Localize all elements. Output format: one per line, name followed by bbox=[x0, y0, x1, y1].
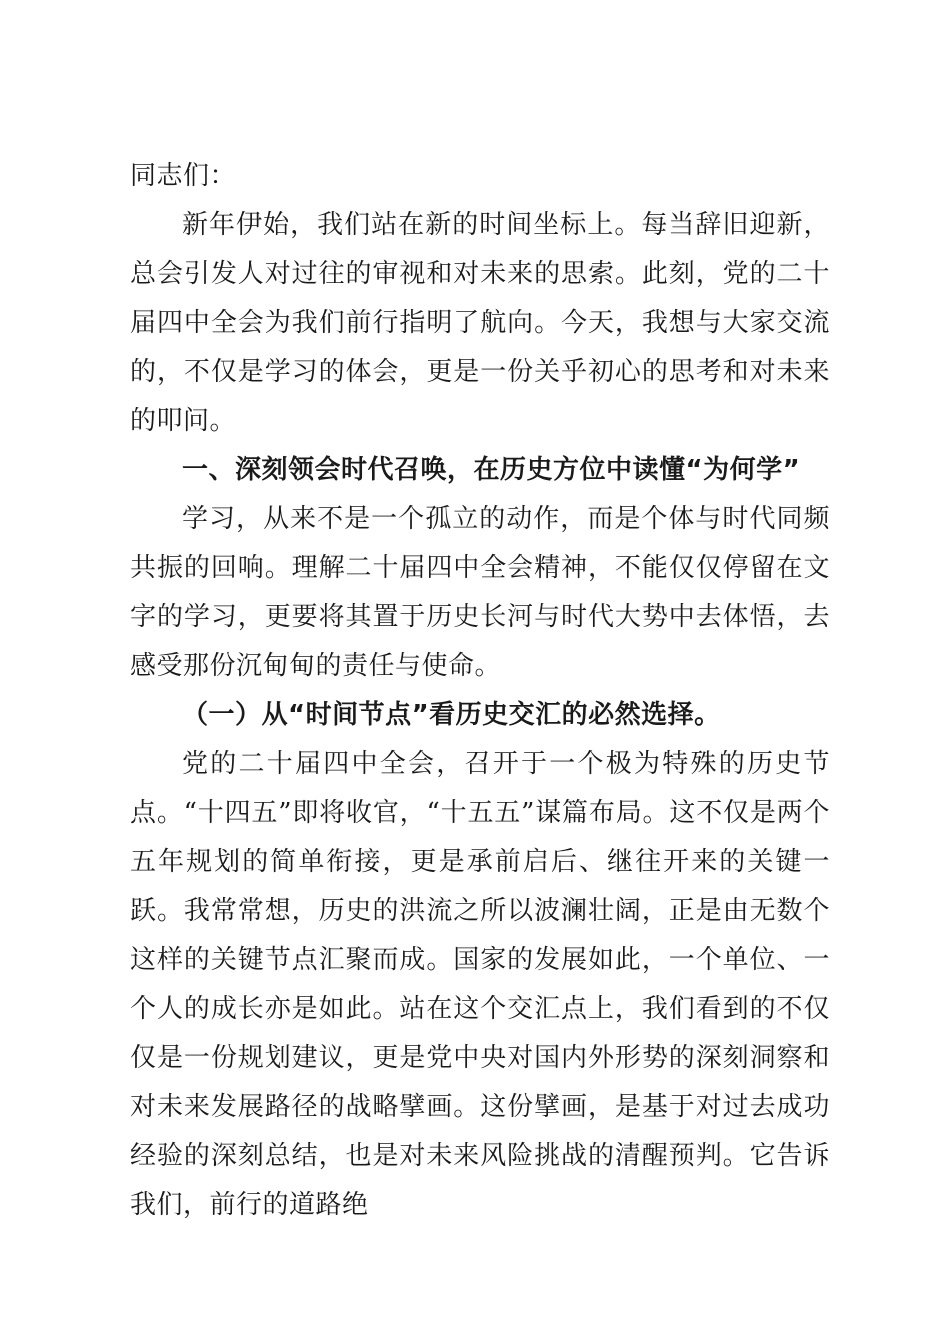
section-heading-1: 一、深刻领会时代召唤，在历史方位中读懂“为何学” bbox=[182, 455, 801, 485]
greeting: 同志们： bbox=[130, 161, 237, 191]
section-1-intro-paragraph: 学习，从来不是一个孤立的动作，而是个体与时代同频共振的回响。理解二十届四中全会精神，不能仅仅停留在文字的学习，更要将其置于历史长河与时代大势中去体悟，去感受那份沉甸甸的责任与使命。 bbox=[130, 504, 830, 681]
subsection-heading-1: （一）从“时间节点”看历史交汇的必然选择。 bbox=[182, 700, 721, 730]
document-body bbox=[130, 152, 830, 1230]
subsection-1-body-paragraph: 党的二十届四中全会，召开于一个极为特殊的历史节点。“十四五”即将收官，“十五五”谋篇布局。这不仅是两个五年规划的简单衔接，更是承前启后、继往开来的关键一跃。我常常想，历史的洪流之所以波澜壮阔，正是由无数个这样的关键节点汇聚而成。国家的发展如此，一个单位、一个人的成长亦是如此。站在这个交汇点上，我们看到的不仅仅是一份规划建议，更是党中央对国内外形势的深刻洞察和对未来发展路径的战略擘画。这份擘画，是基于对过去成功经验的深刻总结，也是对未来风险挑战的清醒预判。它告诉我们，前行的道路绝 bbox=[130, 749, 830, 1220]
opening-paragraph: 新年伊始，我们站在新的时间坐标上。每当辞旧迎新，总会引发人对过往的审视和对未来的思索。此刻，党的二十届四中全会为我们前行指明了航向。今天，我想与大家交流的，不仅是学习的体会，更是一份关乎初心的思考和对未来的叩问。 bbox=[130, 210, 830, 436]
